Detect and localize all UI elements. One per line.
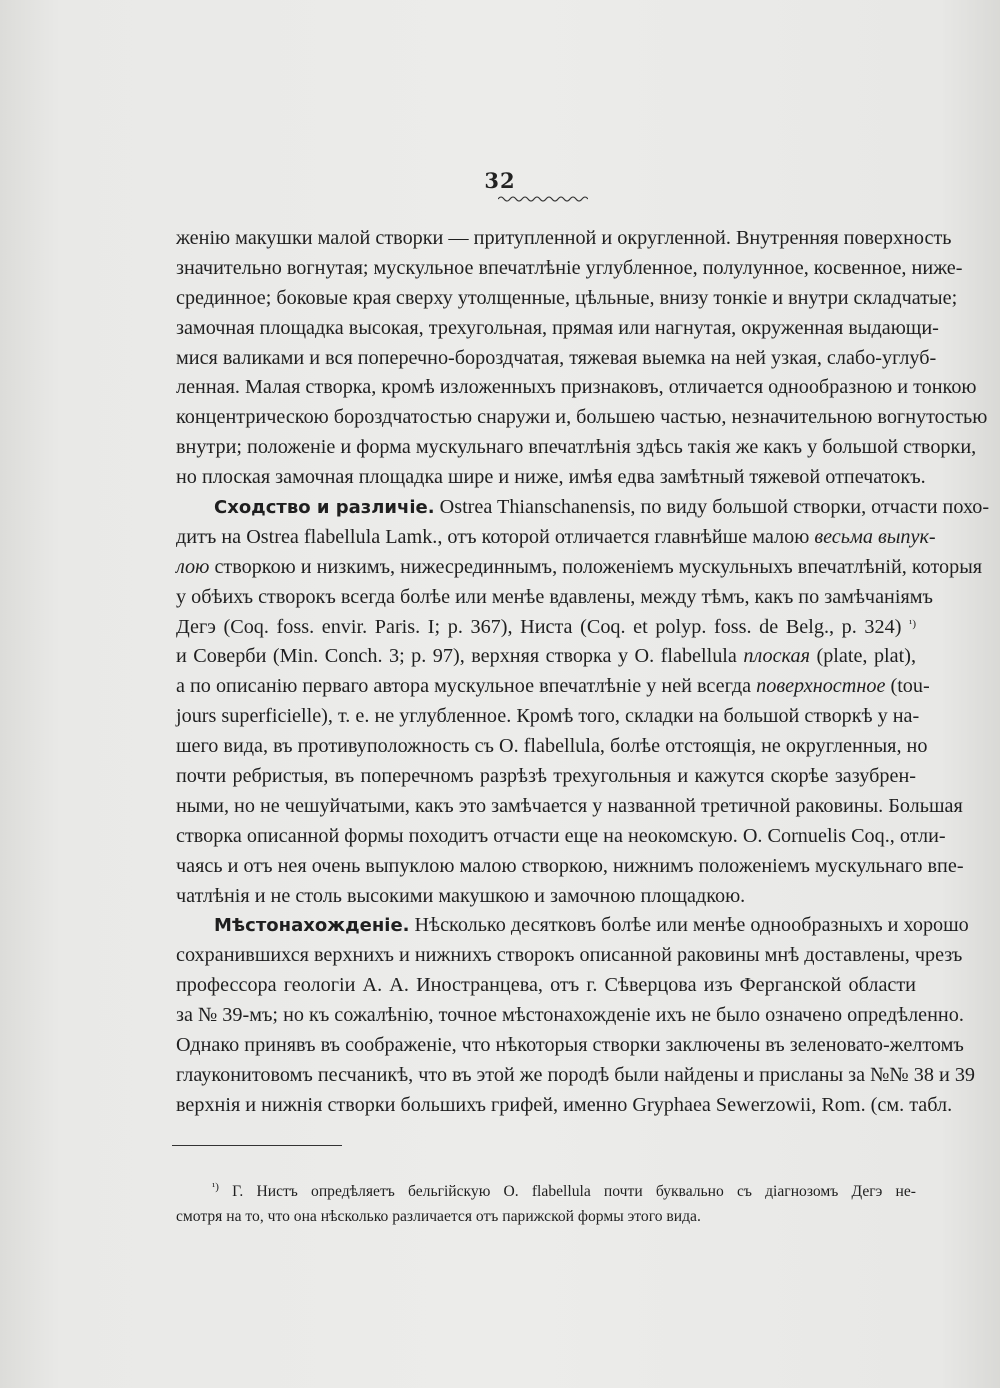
text-line: шего вида, въ противуположность съ O. flabellula, болѣе отстоящія, не округленныя, но <box>176 735 928 758</box>
text-line: мися валиками и вся поперечно-бороздчатая, тяжевая выемка на ней узкая, слабо-углуб- <box>176 346 937 369</box>
text-line: срединное; боковые края сверху утолщенные, цѣльные, внизу тонкіе и внутри складчатые; <box>176 286 958 309</box>
text-line <box>176 523 936 553</box>
text-line: чаясь и отъ нея очень выпуклою малою створкою, нижнимъ положеніемъ мускульнаго впе- <box>176 854 964 877</box>
text-line: ленная. Малая створка, кромѣ изложенныхъ признаковъ, отличается однообразною и тонкою <box>176 376 977 399</box>
footnote-line <box>176 1180 916 1205</box>
text-line: чатлѣнія и не столь высокими макушкою и замочною площадкою. <box>176 884 746 907</box>
page-number-ornament <box>498 194 588 204</box>
text-line: значительно вогнутая; мускульное впечатлѣніе углубленное, полулунное, косвенное, ниже- <box>176 256 963 279</box>
text-line: профессора геологіи А. А. Иностранцева, отъ г. Сѣверцова изъ Ферганской области <box>176 974 916 997</box>
text-fragment: а по описанію перваго автора мускульное впечатлѣніе у ней всегда <box>176 675 757 698</box>
text-fragment: (plate, plat), <box>809 645 916 668</box>
footnote-divider <box>172 1145 342 1146</box>
text-line: глауконитовомъ песчаникѣ, что въ этой же породѣ были найдены и присланы за №№ 38 и 39 <box>176 1063 976 1086</box>
body-text <box>176 224 990 1121</box>
text-fragment: Ostrea Thianschanensis, по виду большой створки, отчасти похо- <box>434 496 990 519</box>
text-fragment: (tou- <box>885 675 930 698</box>
footnote <box>176 1180 916 1229</box>
text-line <box>176 613 916 643</box>
section-heading-similarity: Сходство и различіе. <box>214 497 435 519</box>
text-line <box>176 672 930 702</box>
text-fragment: и Соверби (Min. Conch. 3; p. 97), верхняя створка у O. flabellula <box>176 645 744 668</box>
text-line: внутри; положеніе и форма мускульнаго впечатлѣнія здѣсь такія же какъ у большой створки, <box>176 436 977 459</box>
text-line: jours superficielle), т. е. не углубленное. Кромѣ того, складки на большой створкѣ у на- <box>176 705 920 728</box>
paragraph-locality-first-line <box>176 911 969 941</box>
section-heading-locality: Мѣстонахожденіе. <box>214 915 410 937</box>
italic-fragment: весьма выпук- <box>814 525 936 548</box>
text-line: у обѣихъ створокъ всегда болѣе или менѣе вдавлены, между тѣмъ, какъ по замѣчаніямъ <box>176 585 933 608</box>
text-line <box>176 553 983 583</box>
text-line <box>176 642 916 672</box>
footnote-mark: ¹) <box>212 1181 219 1193</box>
text-fragment: Дегэ (Coq. foss. envir. Paris. I; p. 367), Ниста (Coq. et polyp. foss. de Belg., p. 324) <box>176 615 902 638</box>
footnote-reference[interactable]: ¹) <box>909 617 916 630</box>
paragraph-similarity-first-line <box>176 493 990 523</box>
page-number: 32 <box>484 168 516 193</box>
text-line: Однако принявъ въ соображеніе, что нѣкоторыя створки заключены въ зеленовато-желтомъ <box>176 1034 964 1057</box>
text-line: верхнія и нижнія створки большихъ грифей, именно Gryphaea Sewerzowii, Rom. (см. табл. <box>176 1093 953 1116</box>
text-line: створка описанной формы походитъ отчасти еще на неокомскую. O. Cornuelis Coq., отли- <box>176 824 946 847</box>
italic-fragment: поверхностное <box>756 675 886 698</box>
text-line: почти ребристыя, въ поперечномъ разрѣзѣ трехугольныя и кажутся скорѣе зазубрен- <box>176 765 916 788</box>
footnote-line: смотря на то, что она нѣсколько различается отъ парижской формы этого вида. <box>176 1207 701 1225</box>
text-line: замочная площадка высокая, трехугольная, прямая или нагнутая, окруженная выдающи- <box>176 316 939 339</box>
text-line: сохранившихся верхнихъ и нижнихъ створокъ описанной раковины мнѣ доставлены, чрезъ <box>176 944 963 967</box>
text-line: женію макушки малой створки — притупленной и округленной. Внутренняя поверхность <box>176 227 952 249</box>
text-line: но плоская замочная площадка шире и ниже, имѣя едва замѣтный тяжевой отпечатокъ. <box>176 466 926 489</box>
text-fragment: Г. Нистъ опредѣляетъ бельгійскую O. flabellula почти буквально съ діагнозомъ Дегэ не- <box>218 1183 916 1200</box>
text-line: ными, но не чешуйчатыми, какъ это замѣчается у названной третичной раковины. Большая <box>176 794 963 817</box>
text-fragment: створкою и низкимъ, нижесрединнымъ, положеніемъ мускульныхъ впечатлѣній, которыя <box>209 555 983 578</box>
text-line: за № 39-мъ; но къ сожалѣнію, точное мѣстонахожденіе ихъ не было означено опредѣленно. <box>176 1004 964 1027</box>
text-fragment: Нѣсколько десятковъ болѣе или менѣе однообразныхъ и хорошо <box>409 914 969 937</box>
italic-fragment: лою <box>176 555 210 578</box>
italic-fragment: плоская <box>743 645 810 668</box>
text-line: концентрическою бороздчатостью снаружи и, большею частью, незначительною вогнутостью <box>176 406 988 429</box>
text-fragment: дитъ на Ostrea flabellula Lamk., отъ которой отличается главнѣйше малою <box>176 525 815 548</box>
